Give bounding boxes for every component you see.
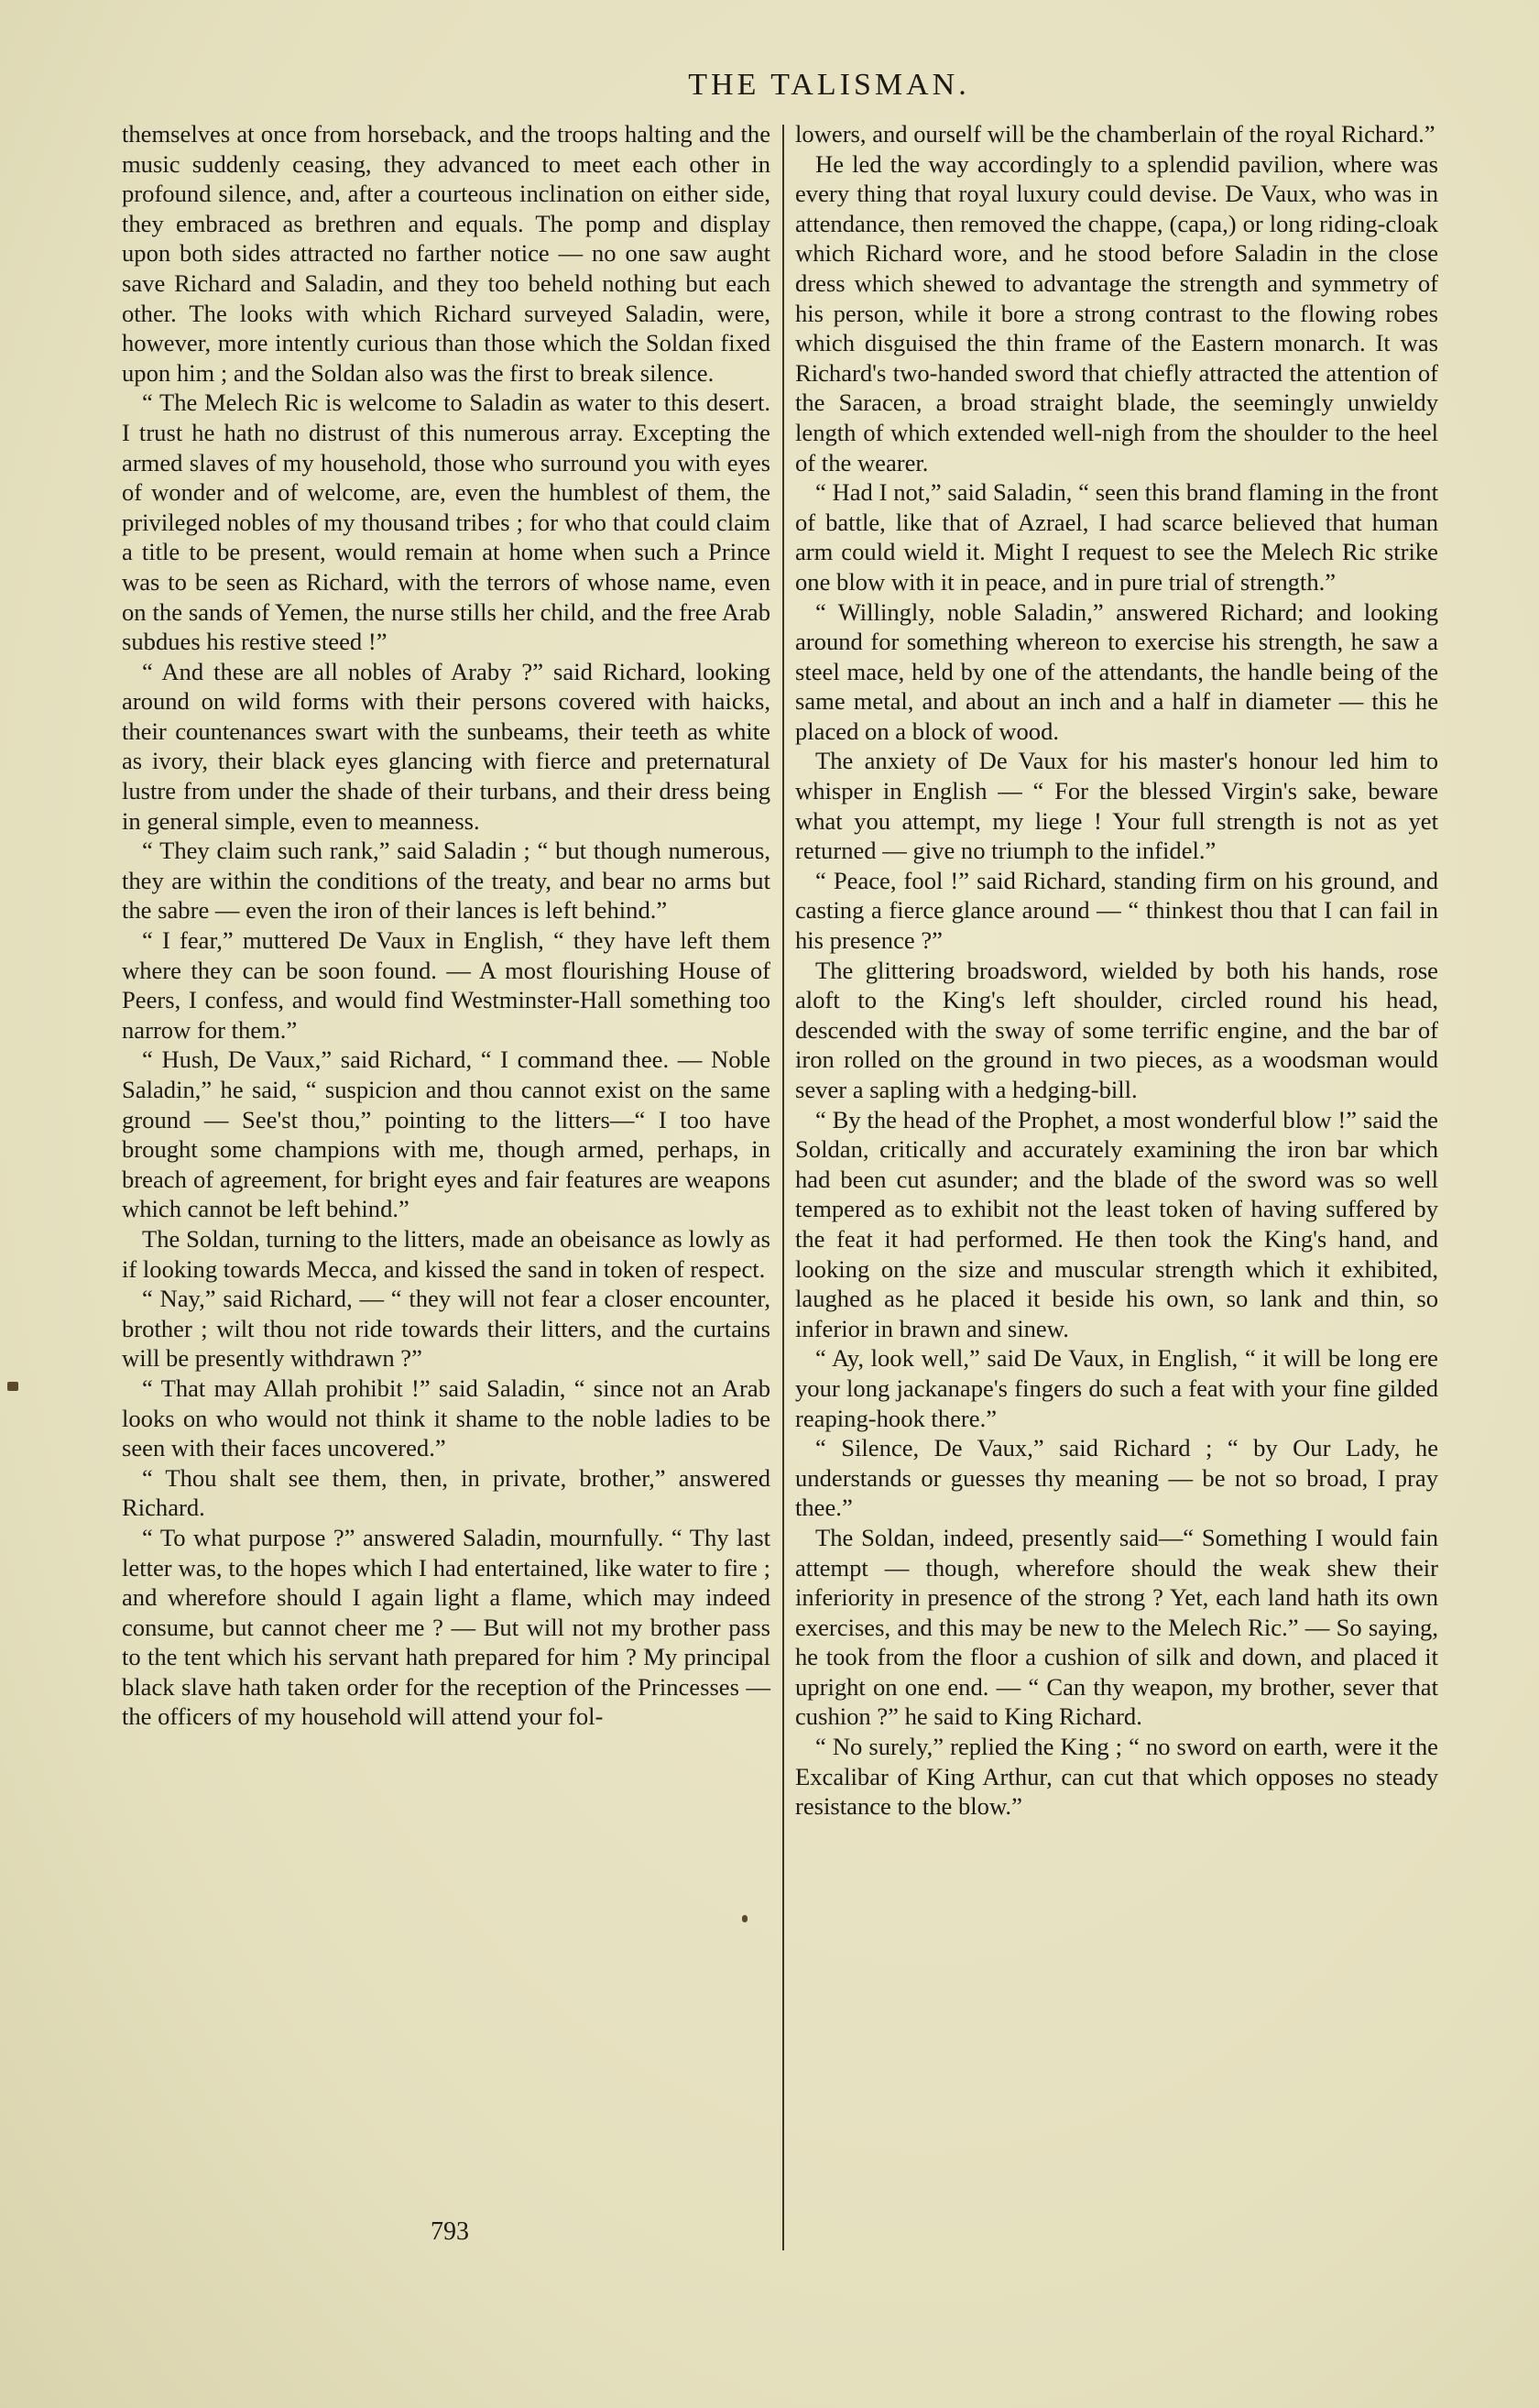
paragraph: lowers, and ourself will be the chamberlain of the royal Richard.” bbox=[795, 120, 1435, 148]
paragraph: “ Hush, De Vaux,” said Richard, “ I command thee. — Noble Saladin,” he said, “ suspicion and thou cannot exist on the same ground — See'st thou,” pointing to the litters—“ I too have brought some champions with me, though armed, perhaps, in breach of agreement, for bright eyes and fair features are weapons which cannot be left behind.” bbox=[122, 1045, 770, 1223]
paragraph: “ Willingly, noble Saladin,” answered Richard; and looking around for something whereon to exercise his strength, he saw a steel mace, held by one of the attendants, the handle being of the same metal, and about an inch and a half in diameter — this he placed on a block of wood. bbox=[795, 597, 1438, 745]
paragraph: “ They claim such rank,” said Saladin ; “ but though numerous, they are within the conditions of the treaty, and bear no arms but the sabre — even the iron of their lances is left behind.” bbox=[122, 837, 770, 925]
paragraph: “ I fear,” muttered De Vaux in English, “ they have left them where they can be soon found. — A most flourishing House of Peers, I confess, and would find Westminster-Hall something too narrow for them.” bbox=[122, 926, 770, 1044]
paragraph: The Soldan, turning to the litters, made an obeisance as lowly as if looking towards Mecca, and kissed the sand in token of respect. bbox=[122, 1224, 770, 1283]
paragraph: The Soldan, indeed, presently said—“ Something I would fain attempt — though, wherefore should the weak shew their inferiority in presence of the strong ? Yet, each land hath its own exercises, and this may be new to the Melech Ric.” — So saying, he took from the floor a cushion of silk and down, and placed it upright on one end. — “ Can thy weapon, my brother, sever that cushion ?” he said to King Richard. bbox=[795, 1523, 1438, 1731]
paragraph: “ The Melech Ric is welcome to Saladin as water to this desert. I trust he hath no distrust of this numerous array. Excepting the armed slaves of my household, those who surround you with eyes of wonder and of welcome, are, even the humblest of them, the privileged nobles of my thousand tribes ; for who that could claim a title to be present, would remain at home when such a Prince was to be seen as Richard, with the terrors of whose name, even on the sands of Yemen, the nurse stills her child, and the free Arab subdues his restive steed !” bbox=[122, 389, 770, 656]
paragraph: themselves at once from horseback, and the troops halting and the music suddenly ceasing, they advanced to meet each other in profound silence, and, after a courteous inclination on either side, they embraced as brethren and equals. The pomp and display upon both sides attracted no farther notice — no one saw aught save Richard and Saladin, and they too beheld nothing but each other. The looks with which Richard surveyed Saladin, were, however, more intently curious than those which the Soldan fixed upon him ; and the Soldan also was the first to break silence. bbox=[122, 120, 770, 387]
page-number: 793 bbox=[431, 2217, 469, 2246]
paragraph: “ And these are all nobles of Araby ?” said Richard, looking around on wild forms with their persons covered with haicks, their countenances swart with the sunbeams, their teeth as white as ivory, their black eyes glancing with fierce and preternatural lustre from under the shade of their turbans, and their dress being in general simple, even to meanness. bbox=[122, 657, 770, 835]
column-divider bbox=[782, 125, 784, 2250]
paragraph: He led the way accordingly to a splendid pavilion, where was every thing that royal luxury could devise. De Vaux, who was in attendance, then removed the chappe, (capa,) or long riding-cloak which Richard wore, and he stood before Saladin in the close dress which shewed to advantage the strength and symmetry of his person, while it bore a strong contrast to the flowing robes which disguised the thin frame of the Eastern monarch. It was Richard's two-handed sword that chiefly attracted the attention of the Saracen, a broad straight blade, the seemingly unwieldy length of which extended well-nigh from the shoulder to the heel of the wearer. bbox=[795, 149, 1438, 476]
paragraph: “ Had I not,” said Saladin, “ seen this brand flaming in the front of battle, like that of Azrael, I had scarce believed that human arm could wield it. Might I request to see the Melech Ric strike one blow with it in peace, and in pure trial of strength.” bbox=[795, 478, 1438, 596]
paragraph: The glittering broadsword, wielded by both his hands, rose aloft to the King's left shoulder, circled round his head, descended with the sway of some terrific engine, and the bar of iron rolled on the ground in two pieces, as a woodsman would sever a sapling with a hedging-bill. bbox=[795, 956, 1438, 1103]
paragraph: “ That may Allah prohibit !” said Saladin, “ since not an Arab looks on who would not think it shame to the noble ladies to be seen with their faces uncovered.” bbox=[122, 1374, 770, 1462]
paragraph: “ To what purpose ?” answered Saladin, mournfully. “ Thy last letter was, to the hopes which I had entertained, like water to fire ; and wherefore should I again light a flame, which may indeed consume, but cannot cheer me ? — But will not my brother pass to the tent which his servant hath prepared for him ? My principal black slave hath taken order for the reception of the Princesses — the officers of my household will attend your fol- bbox=[122, 1523, 770, 1731]
paragraph: “ By the head of the Prophet, a most wonderful blow !” said the Soldan, critically and accurately examining the iron bar which had been cut asunder; and the blade of the sword was so well tempered as to exhibit not the least token of having suffered by the feat it had performed. He then took the King's hand, and looking on the size and muscular strength which it exhibited, laughed as he placed it beside his own, so lank and thin, so inferior in brawn and sinew. bbox=[795, 1105, 1438, 1342]
paragraph: “ Thou shalt see them, then, in private, brother,” answered Richard. bbox=[122, 1463, 770, 1522]
paragraph: “ Ay, look well,” said De Vaux, in English, “ it will be long ere your long jackanape's fingers do such a feat with your fine gilded reaping-hook there.” bbox=[795, 1344, 1438, 1432]
ink-speck bbox=[742, 1915, 748, 1922]
page-title: THE TALISMAN. bbox=[688, 68, 970, 102]
margin-mark bbox=[7, 1382, 18, 1391]
paragraph: “ No surely,” replied the King ; “ no sword on earth, were it the Excalibar of King Arthur, can cut that which opposes no steady resistance to the blow.” bbox=[795, 1733, 1438, 1821]
paragraph: “ Nay,” said Richard, — “ they will not fear a closer encounter, brother ; wilt thou not ride towards their litters, and the curtains will be presently withdrawn ?” bbox=[122, 1285, 770, 1373]
left-column bbox=[122, 119, 770, 1732]
right-column bbox=[795, 119, 1438, 1822]
paragraph: “ Silence, De Vaux,” said Richard ; “ by Our Lady, he understands or guesses thy meaning — be not so broad, I pray thee.” bbox=[795, 1434, 1438, 1522]
paragraph: The anxiety of De Vaux for his master's honour led him to whisper in English — “ For the blessed Virgin's sake, beware what you attempt, my liege ! Your full strength is not as yet returned — give no triumph to the infidel.” bbox=[795, 747, 1438, 865]
paragraph: “ Peace, fool !” said Richard, standing firm on his ground, and casting a fierce glance around — “ thinkest thou that I can fail in his presence ?” bbox=[795, 866, 1438, 955]
